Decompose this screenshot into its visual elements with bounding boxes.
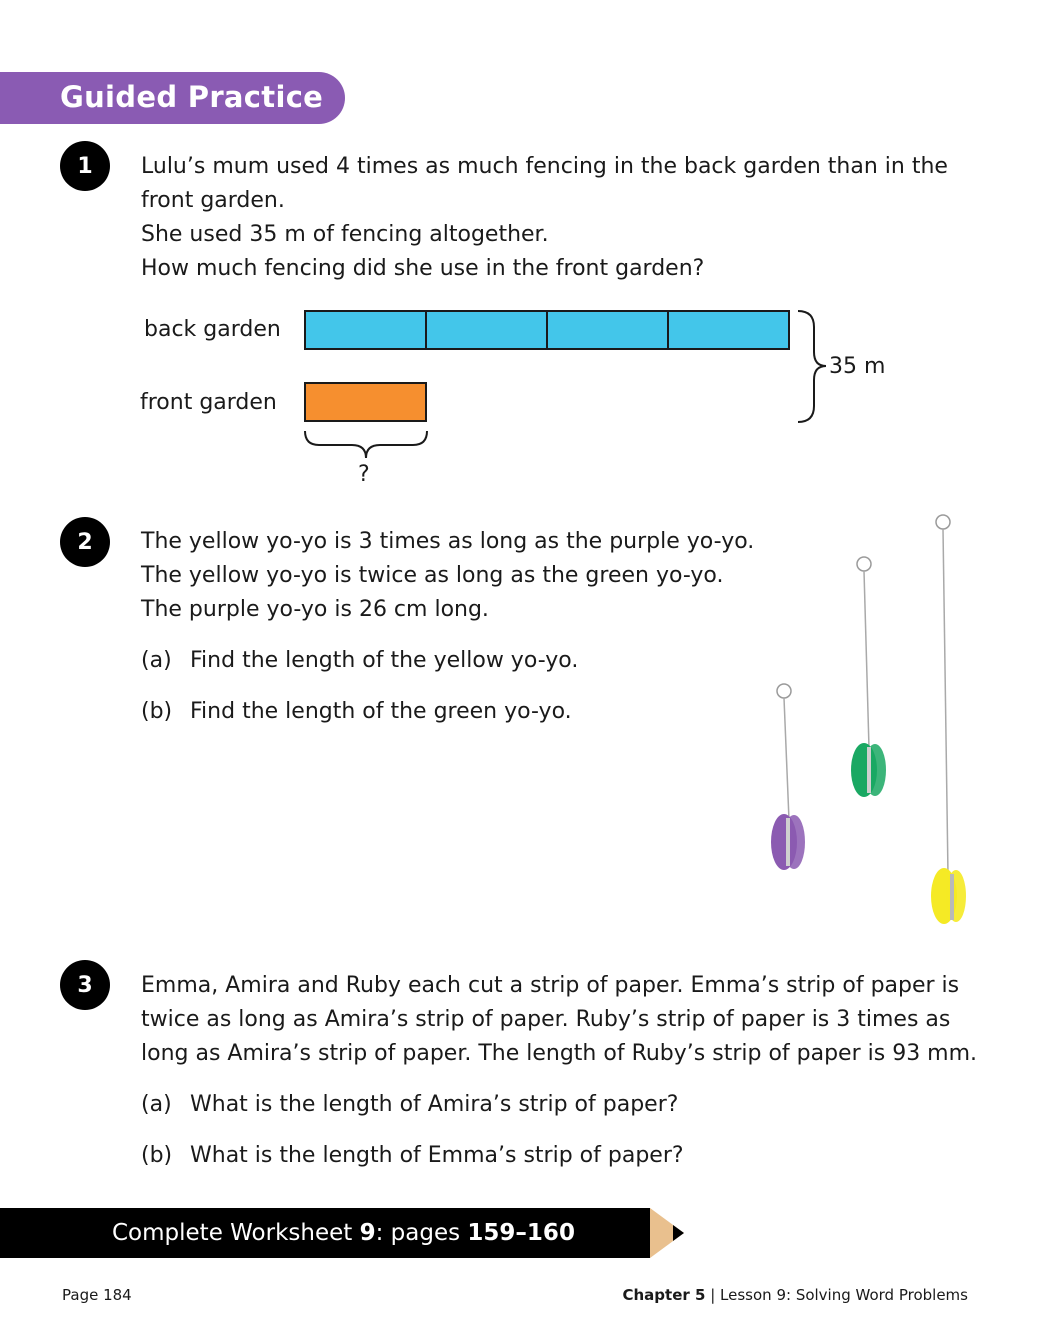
q3-part-a-text: What is the length of Amira’s strip of paper?	[190, 1092, 679, 1117]
q3-text-line: long as Amira’s strip of paper. The length of Ruby’s strip of paper is 93 mm.	[141, 1041, 978, 1066]
bar-model-diagram	[0, 0, 1040, 500]
front-garden-label: front garden	[140, 390, 277, 415]
front-garden-bar	[305, 383, 426, 421]
pencil-tip-icon	[650, 1208, 684, 1258]
question-2-number: 2	[60, 517, 110, 567]
chapter-lesson: Chapter 5 | Lesson 9: Solving Word Problems	[622, 1286, 968, 1304]
unknown-brace	[305, 431, 427, 458]
q3-part-b-label: (b)	[141, 1143, 173, 1168]
q2-part-b-text: Find the length of the green yo-yo.	[190, 699, 572, 724]
purple-yoyo	[771, 684, 805, 870]
unknown-label: ?	[358, 462, 370, 487]
green-yoyo	[851, 557, 886, 797]
q2-part-b-label: (b)	[141, 699, 173, 724]
q3-text-line: Emma, Amira and Ruby each cut a strip of paper. Emma’s strip of paper is	[141, 973, 960, 998]
worksheet-prefix: Complete Worksheet	[112, 1220, 360, 1246]
question-3-number: 3	[60, 960, 110, 1010]
q2-text-line: The yellow yo-yo is 3 times as long as the purple yo-yo.	[141, 529, 755, 554]
worksheet-middle: : pages	[375, 1220, 468, 1246]
back-garden-unit	[426, 311, 547, 349]
q3-part-a-label: (a)	[141, 1092, 172, 1117]
back-garden-label: back garden	[144, 317, 281, 342]
banner-title: Guided Practice	[60, 80, 324, 114]
q1-text-line: How much fencing did she use in the front garden?	[141, 256, 705, 281]
back-garden-unit	[547, 311, 668, 349]
yoyo-illustration	[740, 500, 1000, 940]
lesson-label: Lesson 9: Solving Word Problems	[720, 1286, 968, 1304]
worksheet-reference	[112, 1218, 575, 1248]
page-number: Page 184	[62, 1286, 132, 1304]
worksheet-pages: 159–160	[467, 1220, 575, 1246]
chapter-label: Chapter 5	[622, 1286, 706, 1304]
back-garden-unit	[668, 311, 789, 349]
worksheet-number: 9	[359, 1220, 376, 1246]
q3-part-b-text: What is the length of Emma’s strip of paper?	[190, 1143, 684, 1168]
q1-text-line: Lulu’s mum used 4 times as much fencing in the back garden than in the	[141, 154, 948, 179]
question-1-number: 1	[60, 141, 110, 191]
back-garden-bar	[305, 311, 789, 349]
q2-text-line: The yellow yo-yo is twice as long as the green yo-yo.	[141, 563, 724, 588]
q2-part-a-label: (a)	[141, 648, 172, 673]
back-garden-unit	[305, 311, 426, 349]
q1-text-line: She used 35 m of fencing altogether.	[141, 222, 549, 247]
q1-text-line: front garden.	[141, 188, 285, 213]
total-brace	[798, 311, 826, 422]
front-garden-unit	[305, 383, 426, 421]
yellow-yoyo	[931, 515, 966, 924]
q3-text-line: twice as long as Amira’s strip of paper. Ruby’s strip of paper is 3 times as	[141, 1007, 951, 1032]
q2-text-line: The purple yo-yo is 26 cm long.	[141, 597, 489, 622]
total-label: 35 m	[829, 354, 886, 379]
q2-part-a-text: Find the length of the yellow yo-yo.	[190, 648, 579, 673]
